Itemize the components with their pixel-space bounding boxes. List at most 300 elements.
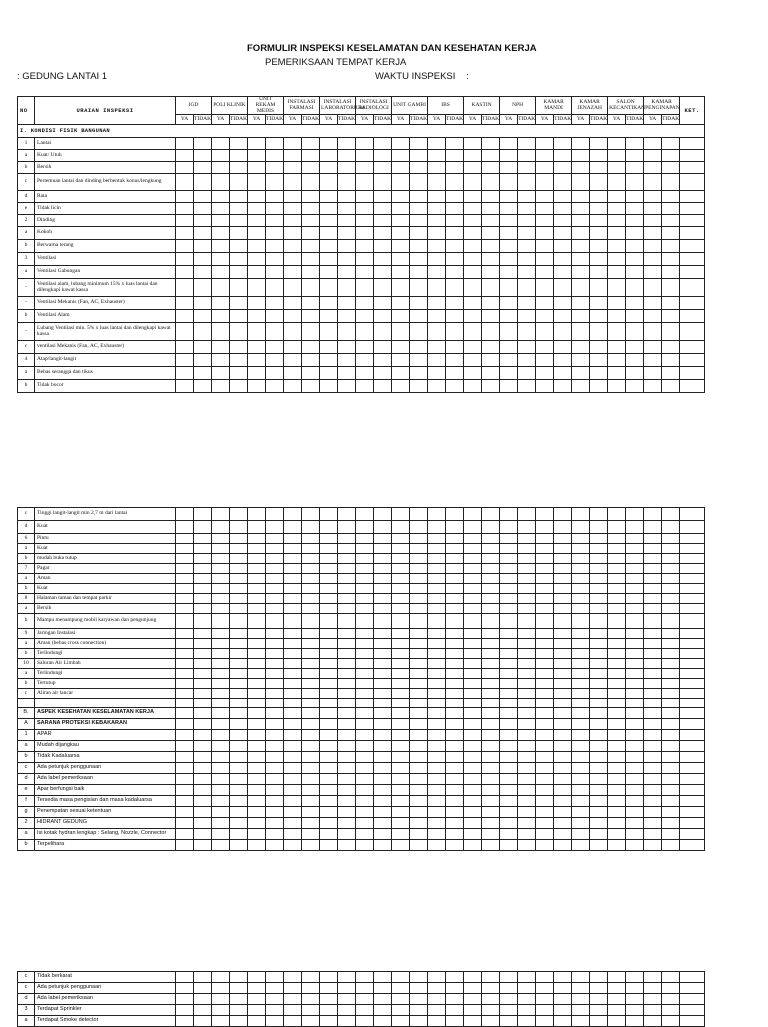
tidak-checkbox-cell[interactable] <box>590 796 608 807</box>
tidak-checkbox-cell[interactable] <box>194 266 212 279</box>
tidak-checkbox-cell[interactable] <box>482 763 500 774</box>
tidak-checkbox-cell[interactable] <box>662 604 680 614</box>
tidak-checkbox-cell[interactable] <box>374 534 392 544</box>
ya-checkbox-cell[interactable] <box>572 679 590 689</box>
ket-cell[interactable] <box>680 669 705 679</box>
tidak-checkbox-cell[interactable] <box>230 983 248 994</box>
ket-cell[interactable] <box>680 730 705 741</box>
ya-checkbox-cell[interactable] <box>572 752 590 763</box>
ya-checkbox-cell[interactable] <box>536 708 554 719</box>
ya-checkbox-cell[interactable] <box>284 689 302 699</box>
ya-checkbox-cell[interactable] <box>284 774 302 785</box>
tidak-checkbox-cell[interactable] <box>302 1005 320 1016</box>
ya-checkbox-cell[interactable] <box>176 279 194 297</box>
ya-checkbox-cell[interactable] <box>212 1016 230 1027</box>
ya-checkbox-cell[interactable] <box>536 763 554 774</box>
ya-checkbox-cell[interactable] <box>248 174 266 191</box>
tidak-checkbox-cell[interactable] <box>230 279 248 297</box>
tidak-checkbox-cell[interactable] <box>194 730 212 741</box>
tidak-checkbox-cell[interactable] <box>482 138 500 150</box>
ya-checkbox-cell[interactable] <box>428 554 446 564</box>
ya-checkbox-cell[interactable] <box>212 240 230 253</box>
tidak-checkbox-cell[interactable] <box>302 310 320 323</box>
ya-checkbox-cell[interactable] <box>356 730 374 741</box>
tidak-checkbox-cell[interactable] <box>554 1005 572 1016</box>
ya-checkbox-cell[interactable] <box>248 162 266 174</box>
ya-checkbox-cell[interactable] <box>572 554 590 564</box>
tidak-checkbox-cell[interactable] <box>374 227 392 240</box>
tidak-checkbox-cell[interactable] <box>518 297 536 310</box>
ya-checkbox-cell[interactable] <box>320 380 338 393</box>
ya-checkbox-cell[interactable] <box>212 191 230 203</box>
ya-checkbox-cell[interactable] <box>356 240 374 253</box>
ya-checkbox-cell[interactable] <box>644 669 662 679</box>
ya-checkbox-cell[interactable] <box>464 174 482 191</box>
ya-checkbox-cell[interactable] <box>248 323 266 341</box>
tidak-checkbox-cell[interactable] <box>266 807 284 818</box>
tidak-checkbox-cell[interactable] <box>194 310 212 323</box>
ya-checkbox-cell[interactable] <box>464 699 482 708</box>
ya-checkbox-cell[interactable] <box>212 840 230 851</box>
ya-checkbox-cell[interactable] <box>320 266 338 279</box>
tidak-checkbox-cell[interactable] <box>554 649 572 659</box>
ya-checkbox-cell[interactable] <box>608 807 626 818</box>
ya-checkbox-cell[interactable] <box>248 649 266 659</box>
tidak-checkbox-cell[interactable] <box>194 818 212 829</box>
tidak-checkbox-cell[interactable] <box>374 150 392 162</box>
ya-checkbox-cell[interactable] <box>356 554 374 564</box>
ya-checkbox-cell[interactable] <box>176 253 194 266</box>
ya-checkbox-cell[interactable] <box>248 279 266 297</box>
ket-cell[interactable] <box>680 659 705 669</box>
ya-checkbox-cell[interactable] <box>284 203 302 215</box>
tidak-checkbox-cell[interactable] <box>374 297 392 310</box>
ya-checkbox-cell[interactable] <box>464 994 482 1005</box>
tidak-checkbox-cell[interactable] <box>266 629 284 639</box>
ya-checkbox-cell[interactable] <box>212 629 230 639</box>
ya-checkbox-cell[interactable] <box>500 994 518 1005</box>
tidak-checkbox-cell[interactable] <box>194 829 212 840</box>
ya-checkbox-cell[interactable] <box>284 659 302 669</box>
ya-checkbox-cell[interactable] <box>536 521 554 534</box>
ya-checkbox-cell[interactable] <box>212 679 230 689</box>
tidak-checkbox-cell[interactable] <box>302 215 320 227</box>
tidak-checkbox-cell[interactable] <box>662 150 680 162</box>
ket-cell[interactable] <box>680 983 705 994</box>
ya-checkbox-cell[interactable] <box>176 203 194 215</box>
tidak-checkbox-cell[interactable] <box>662 297 680 310</box>
tidak-checkbox-cell[interactable] <box>338 367 356 380</box>
tidak-checkbox-cell[interactable] <box>410 354 428 367</box>
tidak-checkbox-cell[interactable] <box>554 818 572 829</box>
ya-checkbox-cell[interactable] <box>248 227 266 240</box>
ya-checkbox-cell[interactable] <box>392 669 410 679</box>
tidak-checkbox-cell[interactable] <box>446 649 464 659</box>
tidak-checkbox-cell[interactable] <box>446 629 464 639</box>
ya-checkbox-cell[interactable] <box>284 752 302 763</box>
ya-checkbox-cell[interactable] <box>284 719 302 730</box>
ya-checkbox-cell[interactable] <box>320 297 338 310</box>
tidak-checkbox-cell[interactable] <box>338 564 356 574</box>
ya-checkbox-cell[interactable] <box>248 564 266 574</box>
ya-checkbox-cell[interactable] <box>608 829 626 840</box>
tidak-checkbox-cell[interactable] <box>410 534 428 544</box>
tidak-checkbox-cell[interactable] <box>446 708 464 719</box>
tidak-checkbox-cell[interactable] <box>374 215 392 227</box>
tidak-checkbox-cell[interactable] <box>374 807 392 818</box>
tidak-checkbox-cell[interactable] <box>626 544 644 554</box>
tidak-checkbox-cell[interactable] <box>518 544 536 554</box>
tidak-checkbox-cell[interactable] <box>518 752 536 763</box>
tidak-checkbox-cell[interactable] <box>194 215 212 227</box>
ya-checkbox-cell[interactable] <box>428 215 446 227</box>
tidak-checkbox-cell[interactable] <box>302 639 320 649</box>
tidak-checkbox-cell[interactable] <box>374 253 392 266</box>
ket-cell[interactable] <box>680 594 705 604</box>
tidak-checkbox-cell[interactable] <box>518 669 536 679</box>
ya-checkbox-cell[interactable] <box>644 659 662 669</box>
ya-checkbox-cell[interactable] <box>320 544 338 554</box>
tidak-checkbox-cell[interactable] <box>662 508 680 521</box>
tidak-checkbox-cell[interactable] <box>554 508 572 521</box>
tidak-checkbox-cell[interactable] <box>230 774 248 785</box>
ya-checkbox-cell[interactable] <box>500 297 518 310</box>
ya-checkbox-cell[interactable] <box>320 150 338 162</box>
tidak-checkbox-cell[interactable] <box>266 679 284 689</box>
tidak-checkbox-cell[interactable] <box>410 323 428 341</box>
ya-checkbox-cell[interactable] <box>464 253 482 266</box>
ya-checkbox-cell[interactable] <box>392 203 410 215</box>
tidak-checkbox-cell[interactable] <box>194 162 212 174</box>
ya-checkbox-cell[interactable] <box>356 508 374 521</box>
ya-checkbox-cell[interactable] <box>356 679 374 689</box>
tidak-checkbox-cell[interactable] <box>230 227 248 240</box>
ya-checkbox-cell[interactable] <box>212 150 230 162</box>
ya-checkbox-cell[interactable] <box>644 796 662 807</box>
ya-checkbox-cell[interactable] <box>356 564 374 574</box>
tidak-checkbox-cell[interactable] <box>374 594 392 604</box>
tidak-checkbox-cell[interactable] <box>410 604 428 614</box>
ya-checkbox-cell[interactable] <box>428 708 446 719</box>
ya-checkbox-cell[interactable] <box>464 341 482 354</box>
ya-checkbox-cell[interactable] <box>392 689 410 699</box>
ya-checkbox-cell[interactable] <box>572 659 590 669</box>
ya-checkbox-cell[interactable] <box>608 380 626 393</box>
ya-checkbox-cell[interactable] <box>176 310 194 323</box>
tidak-checkbox-cell[interactable] <box>554 174 572 191</box>
tidak-checkbox-cell[interactable] <box>194 240 212 253</box>
ya-checkbox-cell[interactable] <box>572 240 590 253</box>
ya-checkbox-cell[interactable] <box>644 614 662 629</box>
tidak-checkbox-cell[interactable] <box>374 840 392 851</box>
tidak-checkbox-cell[interactable] <box>554 215 572 227</box>
ket-cell[interactable] <box>680 785 705 796</box>
ya-checkbox-cell[interactable] <box>392 1005 410 1016</box>
ya-checkbox-cell[interactable] <box>608 554 626 564</box>
ya-checkbox-cell[interactable] <box>644 829 662 840</box>
ya-checkbox-cell[interactable] <box>464 763 482 774</box>
ya-checkbox-cell[interactable] <box>392 508 410 521</box>
tidak-checkbox-cell[interactable] <box>554 994 572 1005</box>
ya-checkbox-cell[interactable] <box>284 354 302 367</box>
tidak-checkbox-cell[interactable] <box>446 544 464 554</box>
ya-checkbox-cell[interactable] <box>176 604 194 614</box>
tidak-checkbox-cell[interactable] <box>302 679 320 689</box>
tidak-checkbox-cell[interactable] <box>194 584 212 594</box>
ya-checkbox-cell[interactable] <box>608 699 626 708</box>
tidak-checkbox-cell[interactable] <box>446 341 464 354</box>
ya-checkbox-cell[interactable] <box>608 534 626 544</box>
tidak-checkbox-cell[interactable] <box>626 649 644 659</box>
tidak-checkbox-cell[interactable] <box>554 829 572 840</box>
tidak-checkbox-cell[interactable] <box>590 639 608 649</box>
tidak-checkbox-cell[interactable] <box>554 253 572 266</box>
tidak-checkbox-cell[interactable] <box>266 174 284 191</box>
ya-checkbox-cell[interactable] <box>428 730 446 741</box>
ya-checkbox-cell[interactable] <box>212 297 230 310</box>
tidak-checkbox-cell[interactable] <box>554 614 572 629</box>
tidak-checkbox-cell[interactable] <box>482 162 500 174</box>
ya-checkbox-cell[interactable] <box>536 796 554 807</box>
ya-checkbox-cell[interactable] <box>464 818 482 829</box>
ya-checkbox-cell[interactable] <box>644 253 662 266</box>
tidak-checkbox-cell[interactable] <box>626 699 644 708</box>
ya-checkbox-cell[interactable] <box>464 614 482 629</box>
ya-checkbox-cell[interactable] <box>608 796 626 807</box>
ya-checkbox-cell[interactable] <box>644 554 662 564</box>
ya-checkbox-cell[interactable] <box>320 994 338 1005</box>
ya-checkbox-cell[interactable] <box>212 574 230 584</box>
ya-checkbox-cell[interactable] <box>572 699 590 708</box>
ya-checkbox-cell[interactable] <box>284 310 302 323</box>
ket-cell[interactable] <box>680 972 705 983</box>
tidak-checkbox-cell[interactable] <box>230 215 248 227</box>
tidak-checkbox-cell[interactable] <box>374 785 392 796</box>
tidak-checkbox-cell[interactable] <box>518 574 536 584</box>
ya-checkbox-cell[interactable] <box>176 659 194 669</box>
ya-checkbox-cell[interactable] <box>248 796 266 807</box>
ya-checkbox-cell[interactable] <box>608 564 626 574</box>
ya-checkbox-cell[interactable] <box>356 215 374 227</box>
ya-checkbox-cell[interactable] <box>392 341 410 354</box>
ya-checkbox-cell[interactable] <box>356 1016 374 1027</box>
ya-checkbox-cell[interactable] <box>428 1016 446 1027</box>
ya-checkbox-cell[interactable] <box>248 1016 266 1027</box>
ya-checkbox-cell[interactable] <box>212 639 230 649</box>
tidak-checkbox-cell[interactable] <box>302 279 320 297</box>
ya-checkbox-cell[interactable] <box>392 659 410 669</box>
ya-checkbox-cell[interactable] <box>392 708 410 719</box>
ya-checkbox-cell[interactable] <box>500 367 518 380</box>
ya-checkbox-cell[interactable] <box>644 240 662 253</box>
ya-checkbox-cell[interactable] <box>176 354 194 367</box>
tidak-checkbox-cell[interactable] <box>446 1016 464 1027</box>
ya-checkbox-cell[interactable] <box>356 1005 374 1016</box>
tidak-checkbox-cell[interactable] <box>338 649 356 659</box>
ya-checkbox-cell[interactable] <box>248 752 266 763</box>
tidak-checkbox-cell[interactable] <box>518 266 536 279</box>
tidak-checkbox-cell[interactable] <box>518 191 536 203</box>
tidak-checkbox-cell[interactable] <box>302 629 320 639</box>
tidak-checkbox-cell[interactable] <box>410 240 428 253</box>
ket-cell[interactable] <box>680 807 705 818</box>
ya-checkbox-cell[interactable] <box>572 796 590 807</box>
ya-checkbox-cell[interactable] <box>572 1016 590 1027</box>
tidak-checkbox-cell[interactable] <box>230 354 248 367</box>
tidak-checkbox-cell[interactable] <box>590 380 608 393</box>
tidak-checkbox-cell[interactable] <box>626 639 644 649</box>
ya-checkbox-cell[interactable] <box>176 174 194 191</box>
tidak-checkbox-cell[interactable] <box>554 774 572 785</box>
ya-checkbox-cell[interactable] <box>248 341 266 354</box>
tidak-checkbox-cell[interactable] <box>590 752 608 763</box>
ya-checkbox-cell[interactable] <box>500 554 518 564</box>
tidak-checkbox-cell[interactable] <box>374 203 392 215</box>
tidak-checkbox-cell[interactable] <box>410 574 428 584</box>
tidak-checkbox-cell[interactable] <box>266 639 284 649</box>
tidak-checkbox-cell[interactable] <box>446 354 464 367</box>
ya-checkbox-cell[interactable] <box>212 354 230 367</box>
tidak-checkbox-cell[interactable] <box>446 639 464 649</box>
ya-checkbox-cell[interactable] <box>320 807 338 818</box>
tidak-checkbox-cell[interactable] <box>662 730 680 741</box>
tidak-checkbox-cell[interactable] <box>518 150 536 162</box>
tidak-checkbox-cell[interactable] <box>230 763 248 774</box>
tidak-checkbox-cell[interactable] <box>374 679 392 689</box>
tidak-checkbox-cell[interactable] <box>482 367 500 380</box>
tidak-checkbox-cell[interactable] <box>194 639 212 649</box>
tidak-checkbox-cell[interactable] <box>626 534 644 544</box>
ya-checkbox-cell[interactable] <box>536 584 554 594</box>
ya-checkbox-cell[interactable] <box>464 752 482 763</box>
ket-cell[interactable] <box>680 191 705 203</box>
ya-checkbox-cell[interactable] <box>284 994 302 1005</box>
ya-checkbox-cell[interactable] <box>644 564 662 574</box>
tidak-checkbox-cell[interactable] <box>590 629 608 639</box>
ya-checkbox-cell[interactable] <box>392 266 410 279</box>
tidak-checkbox-cell[interactable] <box>302 983 320 994</box>
ya-checkbox-cell[interactable] <box>464 708 482 719</box>
ket-cell[interactable] <box>680 689 705 699</box>
tidak-checkbox-cell[interactable] <box>554 972 572 983</box>
tidak-checkbox-cell[interactable] <box>590 829 608 840</box>
tidak-checkbox-cell[interactable] <box>302 669 320 679</box>
ya-checkbox-cell[interactable] <box>356 253 374 266</box>
ya-checkbox-cell[interactable] <box>536 227 554 240</box>
ya-checkbox-cell[interactable] <box>392 972 410 983</box>
tidak-checkbox-cell[interactable] <box>266 730 284 741</box>
tidak-checkbox-cell[interactable] <box>482 689 500 699</box>
ket-cell[interactable] <box>680 150 705 162</box>
ya-checkbox-cell[interactable] <box>644 983 662 994</box>
tidak-checkbox-cell[interactable] <box>410 215 428 227</box>
ya-checkbox-cell[interactable] <box>536 679 554 689</box>
tidak-checkbox-cell[interactable] <box>266 699 284 708</box>
ya-checkbox-cell[interactable] <box>320 191 338 203</box>
ya-checkbox-cell[interactable] <box>428 689 446 699</box>
ya-checkbox-cell[interactable] <box>500 341 518 354</box>
tidak-checkbox-cell[interactable] <box>554 983 572 994</box>
tidak-checkbox-cell[interactable] <box>374 708 392 719</box>
tidak-checkbox-cell[interactable] <box>662 840 680 851</box>
ya-checkbox-cell[interactable] <box>392 679 410 689</box>
tidak-checkbox-cell[interactable] <box>626 604 644 614</box>
ya-checkbox-cell[interactable] <box>608 708 626 719</box>
tidak-checkbox-cell[interactable] <box>410 818 428 829</box>
tidak-checkbox-cell[interactable] <box>302 521 320 534</box>
tidak-checkbox-cell[interactable] <box>590 521 608 534</box>
tidak-checkbox-cell[interactable] <box>302 774 320 785</box>
tidak-checkbox-cell[interactable] <box>374 614 392 629</box>
ya-checkbox-cell[interactable] <box>428 584 446 594</box>
tidak-checkbox-cell[interactable] <box>302 689 320 699</box>
ya-checkbox-cell[interactable] <box>428 138 446 150</box>
ya-checkbox-cell[interactable] <box>536 604 554 614</box>
ya-checkbox-cell[interactable] <box>284 983 302 994</box>
tidak-checkbox-cell[interactable] <box>554 763 572 774</box>
ya-checkbox-cell[interactable] <box>572 323 590 341</box>
ya-checkbox-cell[interactable] <box>428 521 446 534</box>
ya-checkbox-cell[interactable] <box>572 669 590 679</box>
ya-checkbox-cell[interactable] <box>212 763 230 774</box>
ket-cell[interactable] <box>680 544 705 554</box>
tidak-checkbox-cell[interactable] <box>662 699 680 708</box>
tidak-checkbox-cell[interactable] <box>266 564 284 574</box>
ya-checkbox-cell[interactable] <box>356 972 374 983</box>
ya-checkbox-cell[interactable] <box>212 807 230 818</box>
tidak-checkbox-cell[interactable] <box>194 699 212 708</box>
tidak-checkbox-cell[interactable] <box>626 730 644 741</box>
ya-checkbox-cell[interactable] <box>644 279 662 297</box>
ya-checkbox-cell[interactable] <box>428 774 446 785</box>
tidak-checkbox-cell[interactable] <box>374 191 392 203</box>
ya-checkbox-cell[interactable] <box>500 614 518 629</box>
ya-checkbox-cell[interactable] <box>572 604 590 614</box>
ya-checkbox-cell[interactable] <box>248 699 266 708</box>
ya-checkbox-cell[interactable] <box>536 354 554 367</box>
tidak-checkbox-cell[interactable] <box>230 719 248 730</box>
ya-checkbox-cell[interactable] <box>248 215 266 227</box>
tidak-checkbox-cell[interactable] <box>338 544 356 554</box>
ya-checkbox-cell[interactable] <box>248 741 266 752</box>
tidak-checkbox-cell[interactable] <box>302 354 320 367</box>
tidak-checkbox-cell[interactable] <box>338 840 356 851</box>
tidak-checkbox-cell[interactable] <box>338 994 356 1005</box>
ya-checkbox-cell[interactable] <box>392 174 410 191</box>
ket-cell[interactable] <box>680 203 705 215</box>
ya-checkbox-cell[interactable] <box>392 150 410 162</box>
ya-checkbox-cell[interactable] <box>320 508 338 521</box>
ya-checkbox-cell[interactable] <box>428 341 446 354</box>
tidak-checkbox-cell[interactable] <box>518 584 536 594</box>
ya-checkbox-cell[interactable] <box>644 380 662 393</box>
ya-checkbox-cell[interactable] <box>284 191 302 203</box>
tidak-checkbox-cell[interactable] <box>194 191 212 203</box>
tidak-checkbox-cell[interactable] <box>302 162 320 174</box>
ya-checkbox-cell[interactable] <box>500 730 518 741</box>
ya-checkbox-cell[interactable] <box>572 279 590 297</box>
tidak-checkbox-cell[interactable] <box>266 162 284 174</box>
ya-checkbox-cell[interactable] <box>320 972 338 983</box>
tidak-checkbox-cell[interactable] <box>662 240 680 253</box>
tidak-checkbox-cell[interactable] <box>302 719 320 730</box>
ya-checkbox-cell[interactable] <box>176 554 194 564</box>
ket-cell[interactable] <box>680 639 705 649</box>
tidak-checkbox-cell[interactable] <box>266 521 284 534</box>
tidak-checkbox-cell[interactable] <box>590 150 608 162</box>
tidak-checkbox-cell[interactable] <box>266 774 284 785</box>
ya-checkbox-cell[interactable] <box>428 752 446 763</box>
